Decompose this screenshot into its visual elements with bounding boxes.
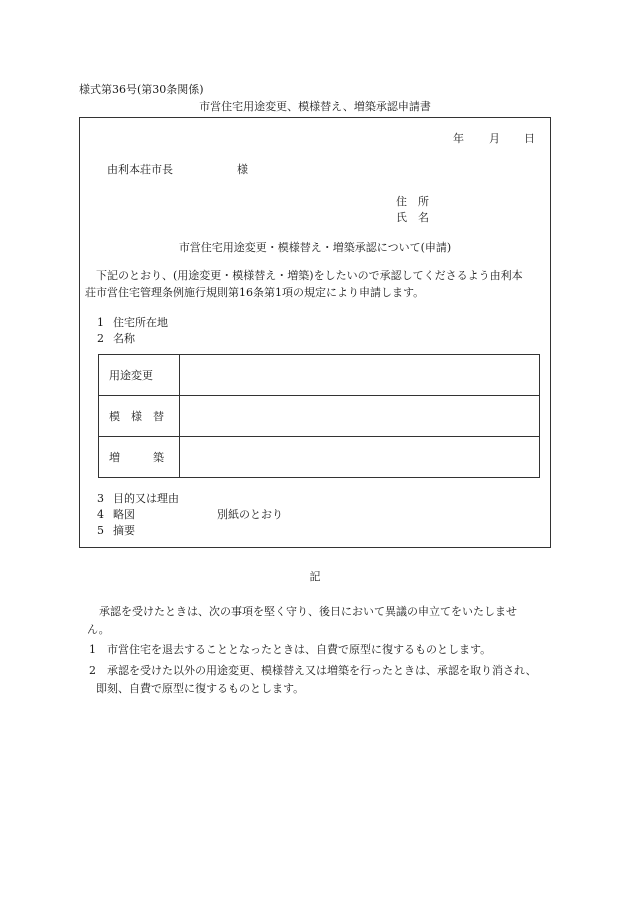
- ki-heading: 記: [309, 570, 321, 583]
- addressee-mayor: 由利本荘市長: [107, 163, 173, 176]
- item-3-label: 目的又は理由: [113, 492, 179, 505]
- condition-1-num: 1: [89, 643, 96, 656]
- name-label: 氏 名: [396, 211, 429, 224]
- item-5-label: 摘要: [113, 524, 135, 537]
- item-2-num: 2: [97, 332, 104, 345]
- condition-2-text: 承認を受けた以外の用途変更、模様替え又は増築を行ったときは、承認を取り消され、: [107, 664, 537, 677]
- table-row: [99, 437, 540, 478]
- table-row: [99, 396, 540, 437]
- item-4-num: 4: [97, 508, 104, 521]
- item-1-num: 1: [97, 316, 104, 329]
- addressee-honorific: 様: [237, 163, 248, 176]
- row-label-moyo: 模 様 替: [99, 396, 180, 437]
- item-4-value: 別紙のとおり: [217, 508, 283, 521]
- application-frame: [79, 117, 551, 548]
- pledge-line-2: ん。: [87, 623, 110, 636]
- subject-line: 市営住宅用途変更・模様替え・増築承認について(申請): [178, 241, 452, 254]
- form-number: 様式第36号(第30条関係): [79, 83, 204, 96]
- item-2-label: 名称: [113, 332, 135, 345]
- date-year: 年: [453, 132, 464, 145]
- body-line-1: 下記のとおり、(用途変更・模様替え・増築)をしたいので承認してくださるよう由利本: [96, 269, 523, 282]
- body-line-2: 荘市営住宅管理条例施行規則第16条第1項の規定により申請します。: [85, 286, 425, 299]
- item-3-num: 3: [97, 492, 104, 505]
- pledge-line-1: 承認を受けたときは、次の事項を堅く守り、後日において異議の申立てをいたしませ: [99, 605, 517, 618]
- row-label-zochiku: 増 築: [99, 437, 180, 478]
- item-5-num: 5: [97, 524, 104, 537]
- name-table: [98, 354, 540, 478]
- date-month: 月: [489, 132, 500, 145]
- condition-2-num: 2: [89, 664, 96, 677]
- condition-2-text-cont: 即刻、自費で原型に復するものとします。: [96, 682, 305, 695]
- address-label: 住 所: [396, 195, 429, 208]
- table-row: [99, 355, 540, 396]
- date-day: 日: [524, 132, 535, 145]
- condition-1-text: 市営住宅を退去することとなったときは、自費で原型に復するものとします。: [107, 643, 492, 656]
- row-label-yoto: 用途変更: [99, 355, 180, 396]
- row-value-moyo: [180, 396, 540, 437]
- form-title: 市営住宅用途変更、模様替え、増築承認申請書: [199, 100, 431, 113]
- item-1-label: 住宅所在地: [113, 316, 168, 329]
- row-value-yoto: [180, 355, 540, 396]
- row-value-zochiku: [180, 437, 540, 478]
- item-4-label: 略図: [113, 508, 135, 521]
